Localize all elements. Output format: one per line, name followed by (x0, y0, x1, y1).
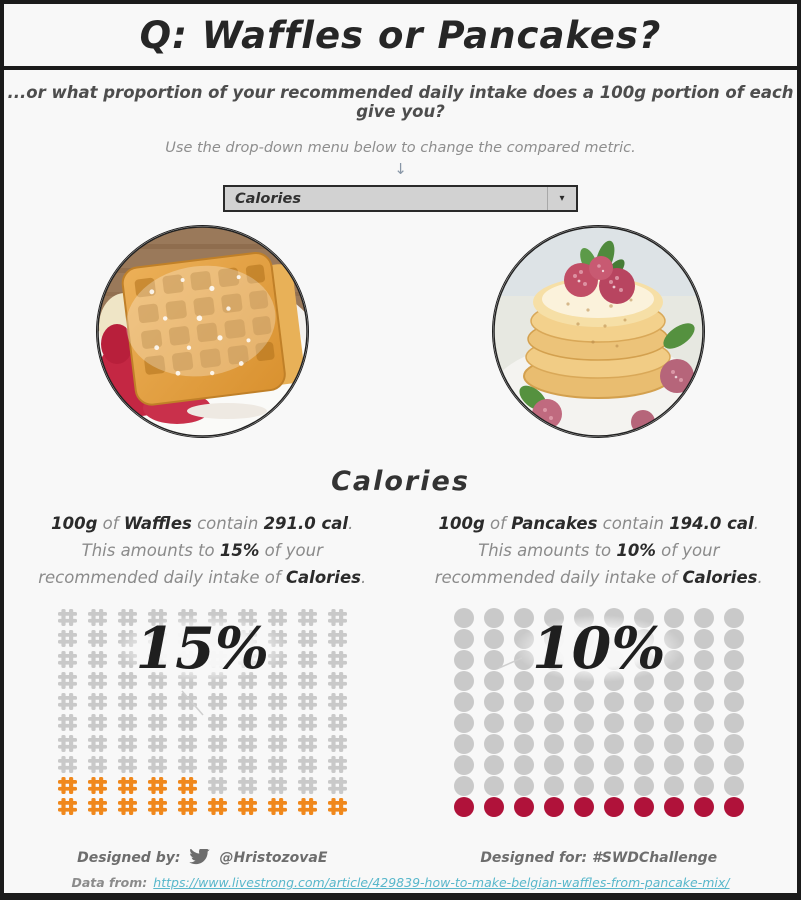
waffle-icon[interactable] (52, 775, 82, 796)
dot-icon[interactable] (569, 754, 599, 775)
dot-icon[interactable] (719, 712, 749, 733)
waffle-icon[interactable] (232, 754, 262, 775)
dot-icon[interactable] (479, 628, 509, 649)
waffle-icon[interactable] (82, 607, 112, 628)
dot-icon[interactable] (569, 796, 599, 817)
dot-icon[interactable] (689, 712, 719, 733)
waffle-icon[interactable] (232, 691, 262, 712)
designed-by (4, 849, 401, 866)
data-source-prefix: Data from: (71, 875, 148, 890)
dot-icon[interactable] (659, 754, 689, 775)
waffle-icon[interactable] (262, 733, 292, 754)
waffle-icon[interactable] (52, 691, 82, 712)
dot-icon[interactable] (689, 607, 719, 628)
dot-icon[interactable] (599, 754, 629, 775)
dot-icon[interactable] (479, 754, 509, 775)
waffle-icon[interactable] (142, 796, 172, 817)
stats-line: 100g of Pancakes contain 194.0 cal. (438, 514, 759, 533)
dot-icon[interactable] (479, 733, 509, 754)
chevron-down-icon: ▾ (547, 187, 576, 210)
dot-icon[interactable] (719, 691, 749, 712)
stats-line: recommended daily intake of Calories. (38, 568, 367, 587)
waffle-icon[interactable] (292, 712, 322, 733)
waffles-percent-label: 15% (118, 615, 287, 682)
waffle-icon[interactable] (112, 691, 142, 712)
waffle-icon[interactable] (292, 649, 322, 670)
waffle-icon[interactable] (292, 607, 322, 628)
dot-icon[interactable] (449, 733, 479, 754)
metric-dropdown[interactable] (223, 185, 578, 212)
waffle-icon[interactable] (292, 670, 322, 691)
waffle-icon[interactable] (292, 796, 322, 817)
waffle-icon[interactable] (292, 775, 322, 796)
waffle-icon[interactable] (262, 775, 292, 796)
waffle-icon[interactable] (52, 628, 82, 649)
dot-icon[interactable] (629, 754, 659, 775)
waffle-icon[interactable] (202, 712, 232, 733)
stats-line: This amounts to 10% of your (478, 541, 720, 560)
dot-icon[interactable] (599, 691, 629, 712)
data-source-link[interactable]: https://www.livestrong.com/article/429839-how-to-make-belgian-waffles-from-pancake-mix/ (153, 875, 730, 890)
waffle-icon[interactable] (112, 733, 142, 754)
waffles-stats-text (4, 510, 401, 591)
dot-icon[interactable] (689, 775, 719, 796)
waffle-icon[interactable] (172, 754, 202, 775)
dot-icon[interactable] (689, 733, 719, 754)
designed-for: Designed for: #SWDChallenge (480, 849, 718, 866)
dot-icon[interactable] (599, 796, 629, 817)
dot-icon[interactable] (569, 691, 599, 712)
dot-icon[interactable] (539, 754, 569, 775)
dot-icon[interactable] (509, 712, 539, 733)
waffle-icon[interactable] (262, 796, 292, 817)
dot-icon[interactable] (449, 712, 479, 733)
dot-icon[interactable] (479, 712, 509, 733)
charts-row (4, 607, 797, 817)
dropdown-instruction: Use the drop-down menu below to change the compared metric. (165, 140, 636, 156)
twitter-icon (189, 849, 210, 866)
dot-icon[interactable] (539, 796, 569, 817)
dot-icon[interactable] (449, 775, 479, 796)
waffle-icon[interactable] (292, 628, 322, 649)
waffle-icon[interactable] (142, 712, 172, 733)
waffle-icon[interactable] (82, 691, 112, 712)
subtitle: ...or what proportion of your recommended daily intake does a 100g portion of each give you? (7, 83, 794, 121)
waffle-icon[interactable] (52, 754, 82, 775)
waffle-icon[interactable] (82, 649, 112, 670)
designed-by-label: Designed by: (77, 849, 181, 866)
dot-icon[interactable] (719, 796, 749, 817)
dot-icon[interactable] (689, 691, 719, 712)
dot-icon[interactable] (509, 775, 539, 796)
dot-icon[interactable] (569, 775, 599, 796)
dot-icon[interactable] (509, 733, 539, 754)
dot-icon[interactable] (509, 796, 539, 817)
dot-icon[interactable] (479, 775, 509, 796)
dot-icon[interactable] (449, 649, 479, 670)
dot-icon[interactable] (689, 796, 719, 817)
dot-icon[interactable] (569, 733, 599, 754)
waffle-icon[interactable] (322, 691, 352, 712)
waffle-icon[interactable] (322, 628, 352, 649)
waffle-icon[interactable] (262, 754, 292, 775)
dot-icon[interactable] (719, 607, 749, 628)
waffle-icon[interactable] (142, 775, 172, 796)
waffle-icon[interactable] (172, 775, 202, 796)
dot-icon[interactable] (719, 775, 749, 796)
waffle-icon[interactable] (52, 712, 82, 733)
dot-icon[interactable] (719, 733, 749, 754)
dot-icon[interactable] (719, 754, 749, 775)
dot-icon[interactable] (659, 712, 689, 733)
pancakes-waffle-chart (401, 607, 798, 817)
dot-icon[interactable] (689, 670, 719, 691)
photos-row (4, 225, 797, 438)
dot-icon[interactable] (629, 796, 659, 817)
dot-icon[interactable] (629, 712, 659, 733)
waffle-icon[interactable] (292, 733, 322, 754)
dot-icon[interactable] (599, 775, 629, 796)
dot-icon[interactable] (449, 796, 479, 817)
dot-icon[interactable] (539, 775, 569, 796)
waffle-icon[interactable] (112, 796, 142, 817)
waffle-icon[interactable] (52, 607, 82, 628)
title-box (4, 4, 797, 70)
dot-icon[interactable] (509, 691, 539, 712)
data-source-row (4, 875, 797, 890)
dot-icon[interactable] (449, 628, 479, 649)
dot-icon[interactable] (539, 712, 569, 733)
waffle-icon[interactable] (142, 733, 172, 754)
waffle-icon[interactable] (322, 733, 352, 754)
dot-icon[interactable] (719, 670, 749, 691)
waffle-icon[interactable] (112, 775, 142, 796)
dot-icon[interactable] (659, 691, 689, 712)
waffle-icon[interactable] (52, 796, 82, 817)
annotation-leader-line (180, 689, 206, 717)
dot-icon[interactable] (659, 733, 689, 754)
waffle-icon[interactable] (142, 754, 172, 775)
waffle-icon[interactable] (232, 775, 262, 796)
waffle-icon[interactable] (202, 796, 232, 817)
waffle-icon[interactable] (82, 796, 112, 817)
dropdown-row (4, 185, 797, 212)
waffle-icon[interactable] (322, 607, 352, 628)
dot-icon[interactable] (629, 775, 659, 796)
section-title: Calories (331, 466, 470, 497)
waffle-icon[interactable] (202, 691, 232, 712)
waffle-icon[interactable] (142, 691, 172, 712)
waffle-icon[interactable] (232, 712, 262, 733)
waffle-icon[interactable] (202, 754, 232, 775)
waffle-icon[interactable] (262, 712, 292, 733)
waffle-icon[interactable] (322, 670, 352, 691)
waffle-icon[interactable] (82, 712, 112, 733)
dot-icon[interactable] (539, 691, 569, 712)
waffle-icon[interactable] (52, 670, 82, 691)
stats-line: This amounts to 15% of your (81, 541, 323, 560)
down-arrow-icon: ↓ (394, 160, 407, 178)
dot-icon[interactable] (539, 733, 569, 754)
dot-icon[interactable] (629, 733, 659, 754)
page-title: Q: Waffles or Pancakes? (139, 13, 662, 57)
dot-icon[interactable] (689, 649, 719, 670)
waffle-icon[interactable] (202, 733, 232, 754)
dot-icon[interactable] (719, 649, 749, 670)
waffle-icon[interactable] (292, 754, 322, 775)
waffle-icon[interactable] (322, 754, 352, 775)
waffle-icon[interactable] (82, 733, 112, 754)
dot-icon[interactable] (689, 754, 719, 775)
waffle-icon[interactable] (322, 649, 352, 670)
waffle-icon[interactable] (232, 733, 262, 754)
pancakes-photo (492, 225, 705, 438)
dot-icon[interactable] (449, 670, 479, 691)
dot-icon[interactable] (449, 607, 479, 628)
waffle-icon[interactable] (202, 775, 232, 796)
waffles-photo (96, 225, 309, 438)
waffle-icon[interactable] (52, 649, 82, 670)
dot-icon[interactable] (599, 712, 629, 733)
waffle-icon[interactable] (82, 775, 112, 796)
dot-icon[interactable] (479, 796, 509, 817)
dot-icon[interactable] (479, 607, 509, 628)
dot-icon[interactable] (569, 712, 599, 733)
waffle-icon[interactable] (322, 712, 352, 733)
waffle-icon[interactable] (232, 796, 262, 817)
waffle-icon[interactable] (52, 733, 82, 754)
stats-row (4, 510, 797, 591)
waffle-icon[interactable] (322, 775, 352, 796)
waffle-icon[interactable] (82, 670, 112, 691)
waffle-icon[interactable] (112, 754, 142, 775)
stats-line: 100g of Waffles contain 291.0 cal. (51, 514, 354, 533)
dot-icon[interactable] (599, 733, 629, 754)
waffle-icon[interactable] (82, 628, 112, 649)
waffles-waffle-chart (4, 607, 401, 817)
pancakes-percent-label: 10% (514, 615, 683, 682)
dot-icon[interactable] (449, 691, 479, 712)
pancakes-stats-text (401, 510, 798, 591)
stats-line: recommended daily intake of Calories. (434, 568, 763, 587)
metric-dropdown-value: Calories (235, 190, 301, 207)
dot-icon[interactable] (659, 796, 689, 817)
dot-icon[interactable] (479, 691, 509, 712)
designed-by-handle: @HristozovaE (219, 849, 328, 866)
waffle-icon[interactable] (172, 733, 202, 754)
dot-icon[interactable] (449, 754, 479, 775)
dot-icon[interactable] (659, 775, 689, 796)
dot-icon[interactable] (719, 628, 749, 649)
dot-icon[interactable] (629, 691, 659, 712)
dot-icon[interactable] (479, 670, 509, 691)
waffle-icon[interactable] (292, 691, 322, 712)
waffle-icon[interactable] (82, 754, 112, 775)
waffle-icon[interactable] (112, 712, 142, 733)
waffle-icon[interactable] (322, 796, 352, 817)
waffle-icon[interactable] (262, 691, 292, 712)
dot-icon[interactable] (509, 754, 539, 775)
footer-row (4, 849, 797, 866)
dot-icon[interactable] (689, 628, 719, 649)
waffle-icon[interactable] (172, 796, 202, 817)
